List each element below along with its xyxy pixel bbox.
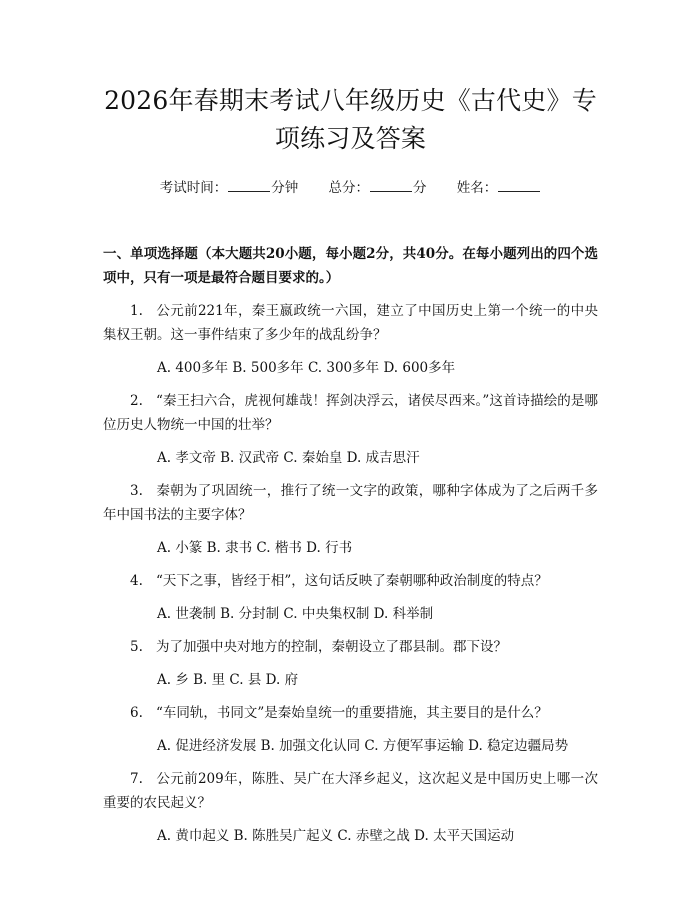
question-stem: [103, 569, 598, 593]
exam-time-blank[interactable]: [228, 179, 270, 192]
question-item: [103, 479, 598, 560]
page-title: 2026年春期末考试八年级历史《古代史》专项练习及答案: [104, 86, 597, 153]
question-item: [103, 299, 598, 380]
question-item: [103, 635, 598, 692]
question-text: “天下之事，皆经于相”，这句话反映了秦朝哪种政治制度的特点？: [156, 573, 548, 589]
total-score-blank[interactable]: [370, 179, 412, 192]
question-item: [103, 569, 598, 626]
question-stem: [103, 479, 598, 527]
question-number: 1.: [130, 303, 143, 319]
question-stem: [103, 389, 598, 437]
exam-time-label: 考试时间：: [159, 180, 228, 196]
question-number: 5.: [130, 639, 143, 655]
question-text: “车同轨，书同文”是秦始皇统一的重要措施，其主要目的是什么？: [156, 705, 548, 721]
question-options: A. 世袭制 B. 分封制 C. 中央集权制 D. 科举制: [157, 606, 434, 622]
student-name-label: 姓名：: [456, 180, 498, 196]
question-stem: [103, 635, 598, 659]
question-stem: [103, 767, 598, 815]
question-item: [103, 767, 598, 848]
question-options: A. 400多年 B. 500多年 C. 300多年 D. 600多年: [157, 360, 456, 376]
question-number: 3.: [130, 483, 143, 499]
question-number: 4.: [130, 573, 143, 589]
question-text: 公元前221年，秦王嬴政统一六国，建立了中国历史上第一个统一的中央集权王朝。这一事件结束了多少年的战乱纷争？: [103, 303, 598, 343]
question-options: A. 乡 B. 里 C. 县 D. 府: [157, 672, 299, 688]
student-name-field: [457, 178, 542, 198]
section-heading: 一、单项选择题（本大题共20小题，每小题2分，共40分。在每小题列出的四个选项中，只有一项是最符合题目要求的。）: [103, 246, 598, 286]
question-text: 秦朝为了巩固统一，推行了统一文字的政策，哪种字体成为了之后两千多年中国书法的主要字体？: [103, 483, 598, 523]
exam-time-field: [160, 178, 299, 198]
question-item: [103, 389, 598, 470]
total-score-label: 总分：: [328, 180, 369, 196]
question-number: 2.: [130, 393, 143, 409]
question-number: 6.: [130, 705, 143, 721]
question-options: A. 孝文帝 B. 汉武帝 C. 秦始皇 D. 成吉思汗: [157, 450, 420, 466]
student-name-blank[interactable]: [498, 179, 540, 192]
exam-time-unit: 分钟: [271, 180, 299, 196]
question-stem: [103, 701, 598, 725]
exam-info-line: [103, 178, 598, 198]
question-text: 为了加强中央对地方的控制，秦朝设立了郡县制。郡下设？: [156, 639, 507, 655]
question-options: A. 小篆 B. 隶书 C. 楷书 D. 行书: [157, 540, 353, 556]
question-options: A. 黄巾起义 B. 陈胜吴广起义 C. 赤壁之战 D. 太平天国运动: [157, 828, 515, 844]
question-text: 公元前209年，陈胜、吴广在大泽乡起义，这次起义是中国历史上哪一次重要的农民起义？: [103, 771, 598, 811]
question-options: A. 促进经济发展 B. 加强文化认同 C. 方便军事运输 D. 稳定边疆局势: [157, 738, 569, 754]
total-score-field: [329, 178, 427, 198]
question-stem: [103, 299, 598, 347]
question-number: 7.: [130, 771, 143, 787]
total-score-unit: 分: [413, 180, 427, 196]
question-item: [103, 701, 598, 758]
question-text: “秦王扫六合，虎视何雄哉！挥剑决浮云，诸侯尽西来。”这首诗描绘的是哪位历史人物统一中国的壮举？: [103, 393, 598, 433]
